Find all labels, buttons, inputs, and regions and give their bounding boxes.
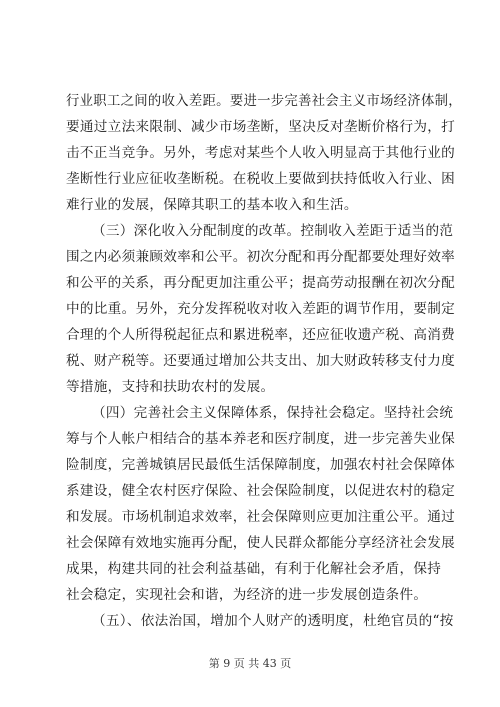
text-line: 和发展。市场机制追求效率，社会保障则应更加注重公平。通过 bbox=[66, 509, 456, 525]
text-line: （三）深化收入分配制度的改革。控制收入差距于适当的范 bbox=[92, 223, 454, 239]
text-line: 击不正当竞争。另外，考虑对某些个人收入明显高于其他行业的 bbox=[66, 145, 456, 161]
text-line: 难行业的发展，保障其职工的基本收入和生活。 bbox=[66, 197, 358, 213]
page-footer: 第 9 页 共 43 页 bbox=[208, 657, 292, 670]
text-line: 险制度，完善城镇居民最低生活保障制度，加强农村社会保障体 bbox=[66, 457, 456, 473]
text-line: 税、财产税等。还要通过增加公共支出、加大财政转移支付力度 bbox=[66, 353, 456, 369]
text-line: （五）、依法治国，增加个人财产的透明度，杜绝官员的“按 bbox=[92, 613, 454, 629]
text-line: 筹与个人帐户相结合的基本养老和医疗制度，进一步完善失业保 bbox=[66, 431, 456, 447]
text-line: 社会稳定，实现社会和谐，为经济的进一步发展创造条件。 bbox=[66, 587, 428, 603]
text-line: 和公平的关系，再分配更加注重公平；提高劳动报酬在初次分配 bbox=[66, 275, 456, 291]
text-line: （四）完善社会主义保障体系，保持社会稳定。坚持社会统 bbox=[92, 405, 454, 421]
text-line: 社会保障有效地实施再分配，使人民群众都能分享经济社会发展 bbox=[66, 535, 456, 551]
text-line: 垄断性行业应征收垄断税。在税收上要做到扶持低收入行业、困 bbox=[66, 171, 456, 187]
text-line: 系建设，健全农村医疗保险、社会保险制度，以促进农村的稳定 bbox=[66, 483, 456, 499]
text-line: 中的比重。另外，充分发挥税收对收入差距的调节作用，要制定 bbox=[66, 301, 456, 317]
text-line: 成果，构建共同的社会利益基础，有利于化解社会矛盾，保持 bbox=[66, 561, 442, 577]
text-line: 等措施，支持和扶助农村的发展。 bbox=[66, 379, 275, 395]
text-line: 行业职工之间的收入差距。要进一步完善社会主义市场经济体制， bbox=[66, 93, 462, 109]
text-line: 要通过立法来限制、减少市场垄断，坚决反对垄断价格行为，打 bbox=[66, 119, 456, 135]
text-line: 围之内必须兼顾效率和公平。初次分配和再分配都要处理好效率 bbox=[66, 249, 456, 265]
text-line: 合理的个人所得税起征点和累进税率，还应征收遗产税、高消费 bbox=[66, 327, 456, 343]
